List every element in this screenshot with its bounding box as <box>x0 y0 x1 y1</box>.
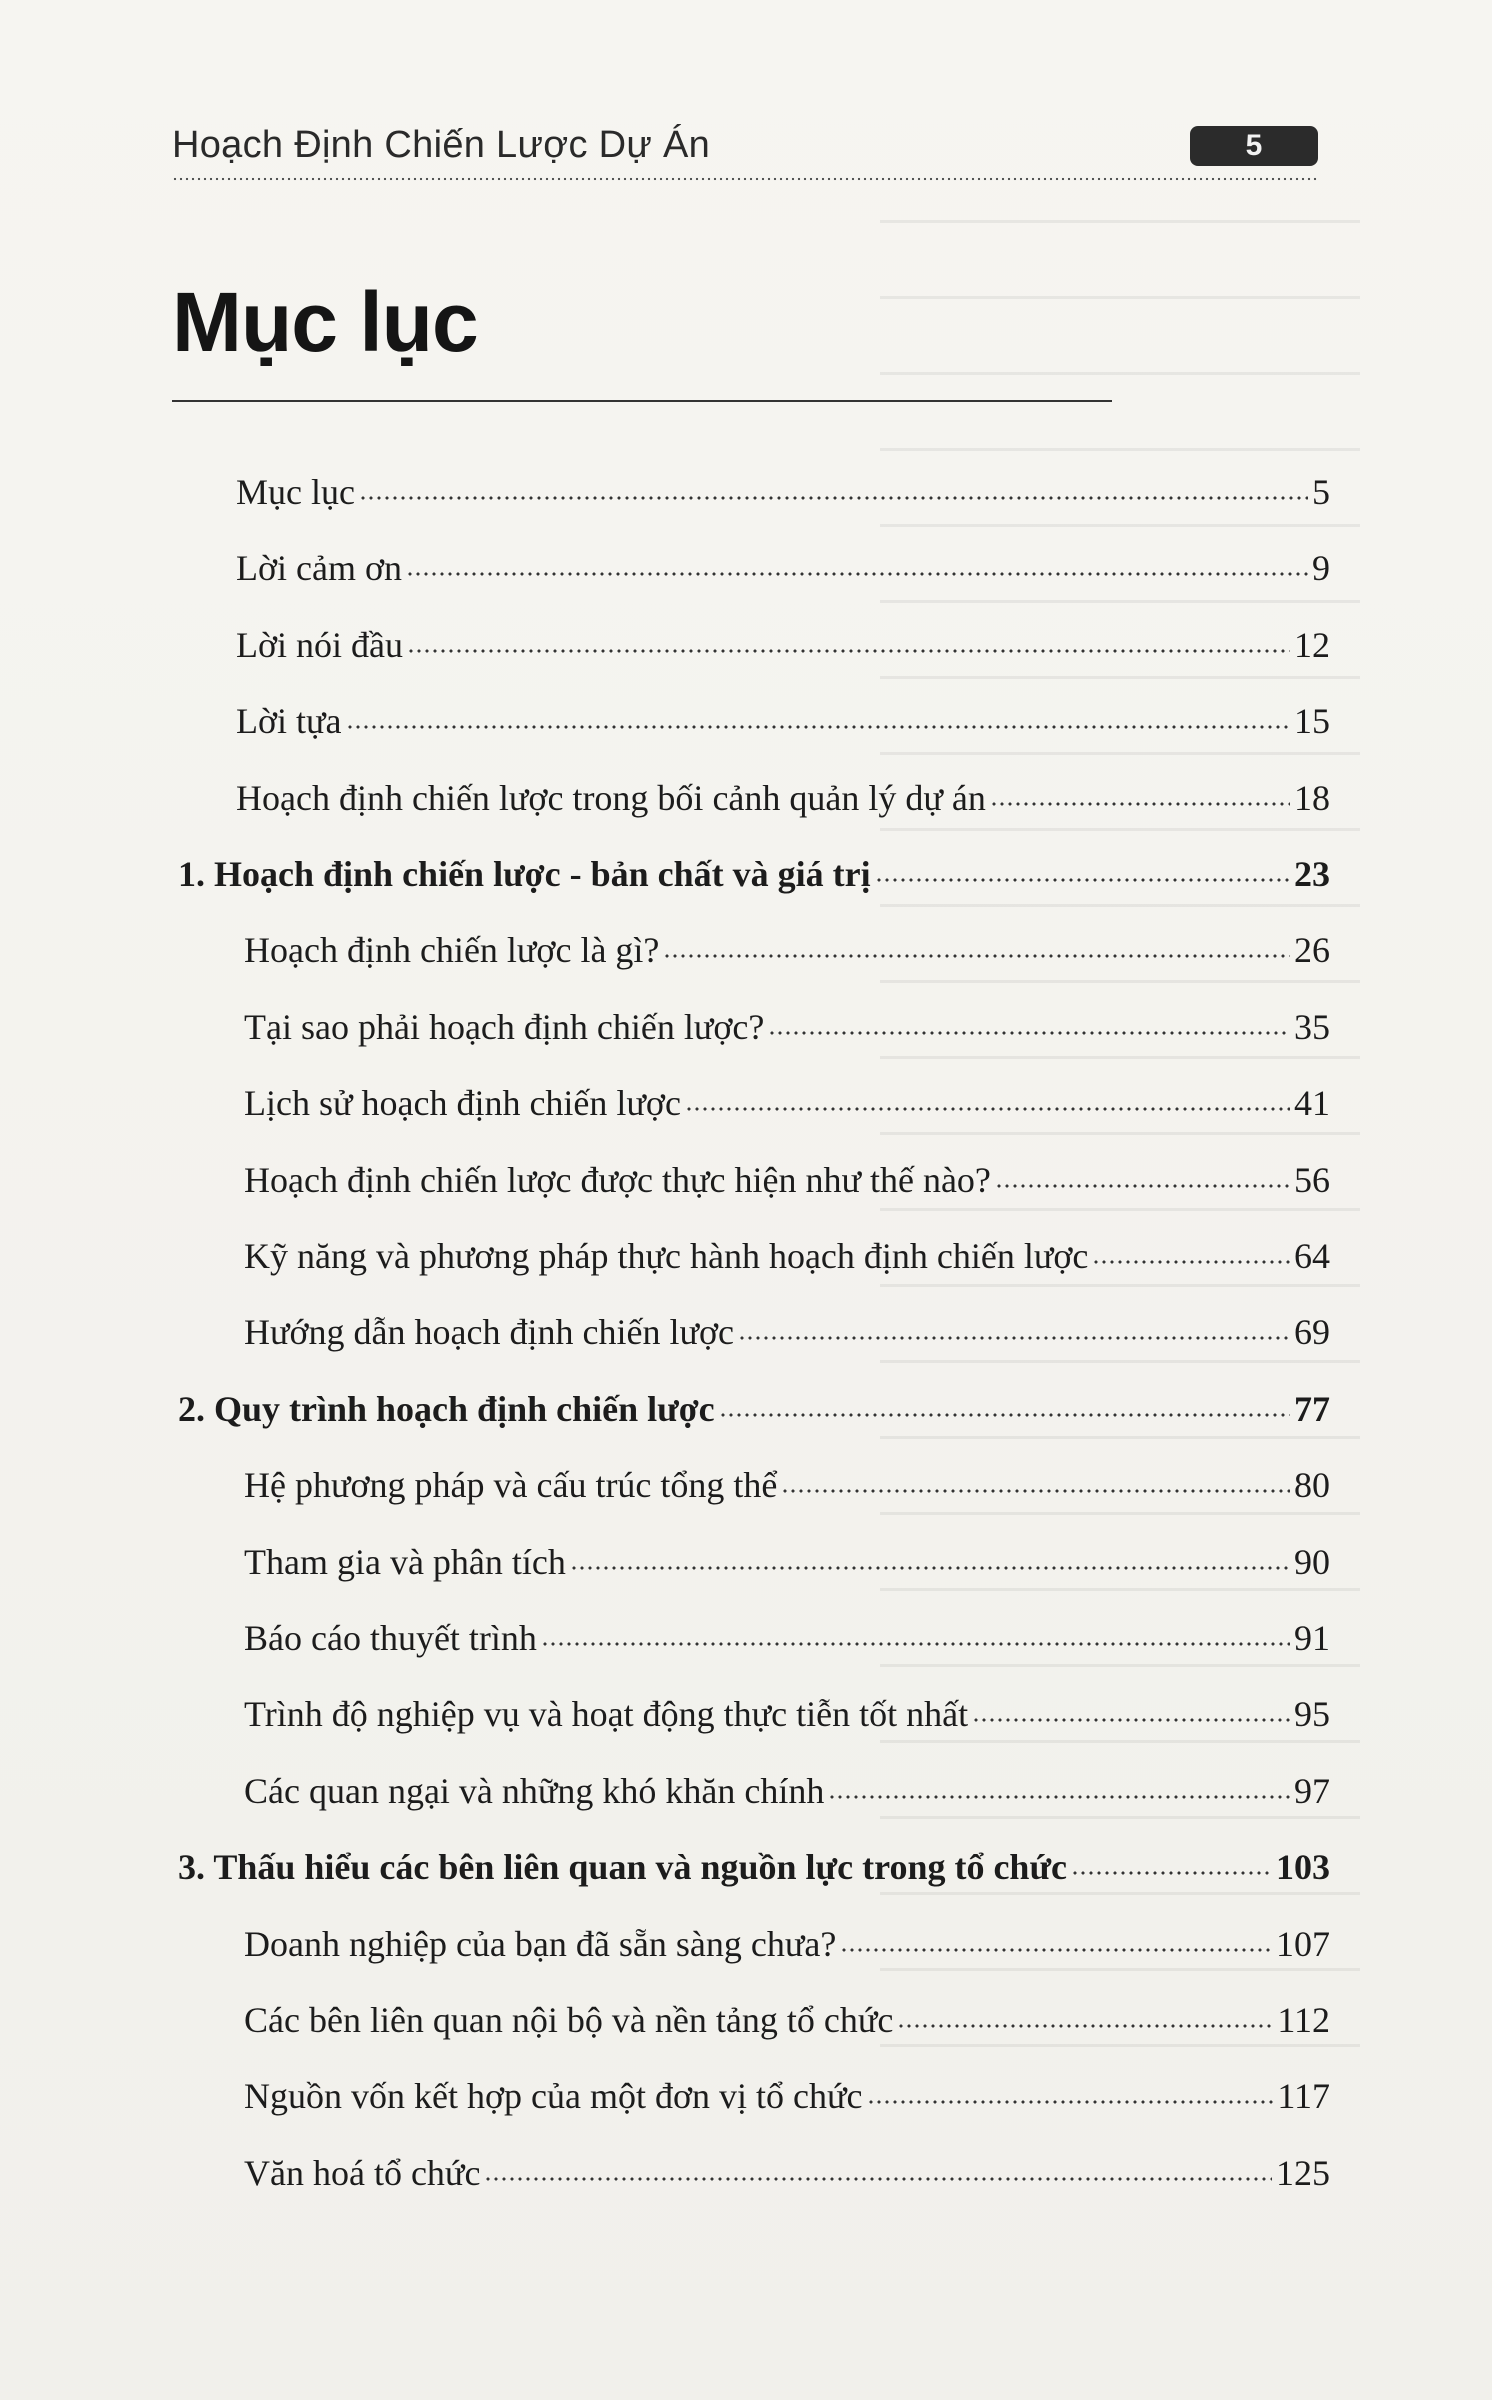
toc-entry-page-number: 117 <box>1277 2076 1330 2117</box>
toc-entry-page-number: 91 <box>1294 1618 1330 1658</box>
toc-entry <box>244 1461 1330 1507</box>
toc-entry-page-number: 125 <box>1276 2152 1330 2193</box>
toc-entry-page-number: 23 <box>1294 854 1330 894</box>
toc-entry-page-number: 80 <box>1294 1465 1330 1506</box>
toc-entry <box>244 2149 1330 2195</box>
toc-entry-label: Hướng dẫn hoạch định chiến lược <box>244 1312 734 1353</box>
dot-leader <box>875 850 1290 886</box>
toc-entry-label: Hoạch định chiến lược là gì? <box>244 930 660 971</box>
dot-leader <box>840 1920 1272 1956</box>
toc-entry <box>236 621 1330 667</box>
toc-entry <box>244 926 1330 972</box>
toc-entry-label: Trình độ nghiệp vụ và hoạt động thực tiễn tốt nhất <box>244 1694 969 1735</box>
toc-entry-page-number: 69 <box>1294 1312 1330 1353</box>
toc-entry-label: 1. Hoạch định chiến lược - bản chất và giá trị <box>178 854 871 894</box>
toc-entry-label: Lời cảm ơn <box>236 548 403 589</box>
dot-leader <box>406 544 1308 580</box>
toc-entry-label: Các quan ngại và những khó khăn chính <box>244 1770 825 1811</box>
toc-entry-page-number: 5 <box>1312 472 1330 512</box>
toc-entry-page-number: 41 <box>1294 1083 1330 1124</box>
toc-entry-label: 3. Thấu hiểu các bên liên quan và nguồn lực trong tổ chức <box>178 1847 1068 1888</box>
toc-entry <box>244 2072 1330 2118</box>
toc-entry-label: Tại sao phải hoạch định chiến lược? <box>244 1006 765 1047</box>
running-header <box>172 118 1318 178</box>
toc-entry-page-number: 15 <box>1294 701 1330 742</box>
dot-leader <box>685 1079 1290 1115</box>
toc-entry <box>244 1996 1330 2042</box>
toc-entry <box>236 774 1330 820</box>
book-title: Hoạch Định Chiến Lược Dự Án <box>172 124 711 166</box>
dot-leader <box>346 697 1290 733</box>
dot-leader <box>1092 1232 1290 1268</box>
toc-entry <box>244 1232 1330 1278</box>
toc-entry-page-number: 9 <box>1312 548 1330 589</box>
toc-chapter-entry <box>178 1843 1330 1889</box>
toc-entry-page-number: 26 <box>1294 930 1330 971</box>
toc-entry-page-number: 107 <box>1276 1923 1330 1964</box>
toc-chapter-entry <box>178 850 1330 896</box>
toc-entry <box>244 1003 1330 1049</box>
toc-entry <box>236 544 1330 590</box>
toc-entry-page-number: 35 <box>1294 1006 1330 1047</box>
toc-entry-label: Hoạch định chiến lược được thực hiện như thế nào? <box>244 1159 991 1200</box>
toc-entry-label: Báo cáo thuyết trình <box>244 1618 537 1658</box>
header-dotted-rule <box>172 176 1318 182</box>
dot-leader <box>897 1996 1273 2032</box>
toc-entry-label: Hệ phương pháp và cấu trúc tổng thể <box>244 1465 778 1506</box>
toc-entry-label: Lời nói đầu <box>236 624 404 665</box>
toc-entry-label: Nguồn vốn kết hợp của một đơn vị tổ chức <box>244 2076 863 2117</box>
dot-leader <box>781 1461 1290 1497</box>
dot-leader <box>990 774 1290 810</box>
toc-entry-page-number: 64 <box>1294 1236 1330 1276</box>
toc-entry <box>244 1614 1330 1660</box>
toc-entry <box>244 1767 1330 1813</box>
toc-entry-label: Mục lục <box>236 472 355 512</box>
page-number-badge: 5 <box>1190 126 1318 166</box>
dot-leader <box>828 1767 1290 1803</box>
dot-leader <box>867 2072 1274 2108</box>
dot-leader <box>663 926 1290 962</box>
toc-entry-page-number: 90 <box>1294 1541 1330 1582</box>
toc-entry-page-number: 18 <box>1294 777 1330 818</box>
toc-entry-label: Văn hoá tổ chức <box>244 2152 481 2193</box>
toc-entry-page-number: 112 <box>1277 2000 1330 2040</box>
toc-entry-page-number: 97 <box>1294 1770 1330 1811</box>
toc-entry-label: Kỹ năng và phương pháp thực hành hoạch định chiến lược <box>244 1236 1089 1276</box>
dot-leader <box>570 1538 1290 1574</box>
dot-leader <box>484 2149 1272 2185</box>
toc-entry-label: 2. Quy trình hoạch định chiến lược <box>178 1388 715 1429</box>
toc-entry-label: Doanh nghiệp của bạn đã sẵn sàng chưa? <box>244 1923 837 1964</box>
toc-entry-page-number: 103 <box>1276 1847 1330 1888</box>
dot-leader <box>359 468 1308 504</box>
toc-entry <box>236 468 1330 514</box>
toc-chapter-entry <box>178 1385 1330 1431</box>
dot-leader <box>995 1156 1290 1192</box>
dot-leader <box>1071 1843 1272 1879</box>
toc-entry <box>244 1156 1330 1202</box>
dot-leader <box>407 621 1290 657</box>
dot-leader <box>541 1614 1290 1650</box>
toc-entry <box>244 1308 1330 1354</box>
toc-entry <box>244 1920 1330 1966</box>
toc-entry-label: Các bên liên quan nội bộ và nền tảng tổ chức <box>244 2000 894 2040</box>
dot-leader <box>972 1690 1290 1726</box>
toc-entry <box>244 1079 1330 1125</box>
dot-leader <box>768 1003 1290 1039</box>
toc-entry-page-number: 95 <box>1294 1694 1330 1735</box>
toc-entry-label: Lời tựa <box>236 701 342 742</box>
toc-entry-label: Hoạch định chiến lược trong bối cảnh quản lý dự án <box>236 777 986 818</box>
toc-entry-page-number: 77 <box>1294 1388 1330 1429</box>
page-title: Mục lục <box>172 275 478 369</box>
toc-entry-page-number: 56 <box>1294 1159 1330 1200</box>
dot-leader <box>738 1308 1290 1344</box>
toc-entry-label: Lịch sử hoạch định chiến lược <box>244 1083 681 1124</box>
toc-entry <box>244 1538 1330 1584</box>
toc-entry-label: Tham gia và phân tích <box>244 1541 566 1582</box>
dot-leader <box>719 1385 1290 1421</box>
toc-entry-page-number: 12 <box>1294 624 1330 665</box>
toc-entry <box>244 1690 1330 1736</box>
title-underline <box>172 400 1112 402</box>
toc-entry <box>236 697 1330 743</box>
